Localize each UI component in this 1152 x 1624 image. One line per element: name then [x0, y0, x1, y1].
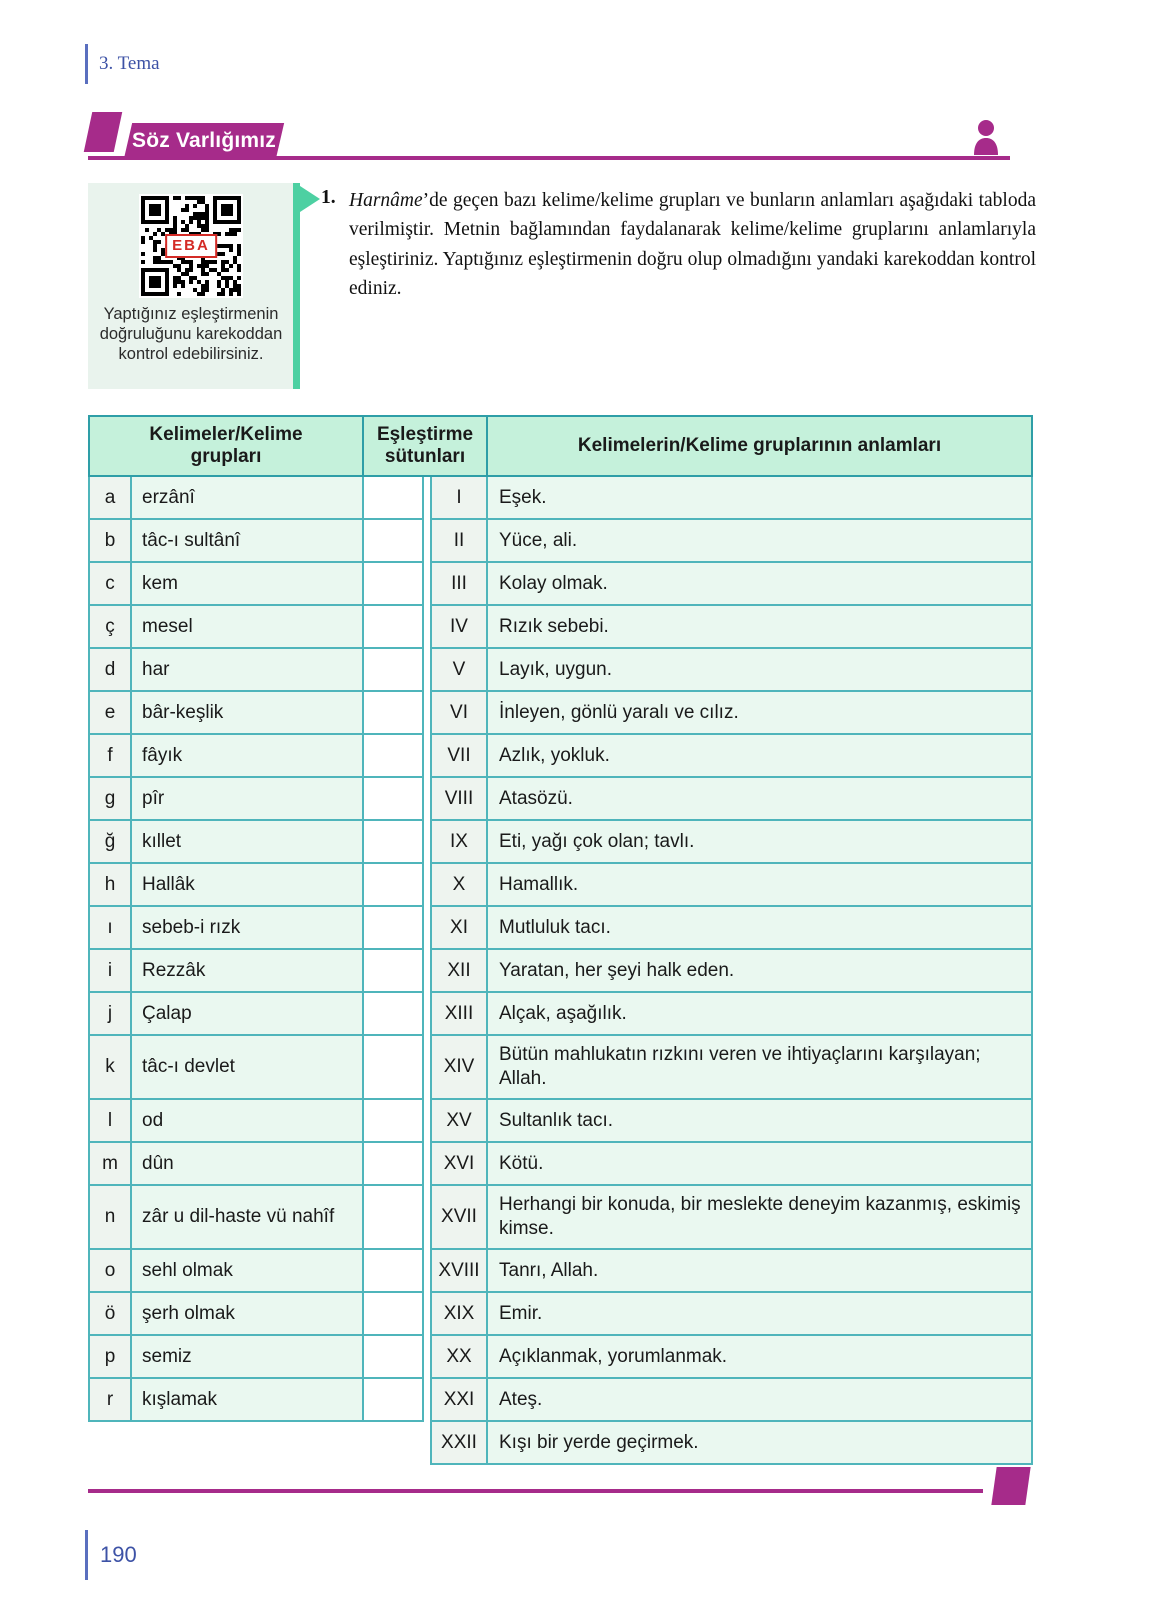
banner-rule	[88, 156, 1010, 160]
qr-panel	[88, 183, 294, 389]
row-letter: n	[88, 1186, 132, 1250]
row-letter: ç	[88, 606, 132, 649]
banner-title: Söz Varlığımız	[131, 129, 276, 152]
row-numeral: II	[430, 520, 488, 563]
match-answer-cell[interactable]	[364, 907, 424, 950]
row-letter: ğ	[88, 821, 132, 864]
row-word: Çalap	[132, 993, 364, 1036]
theme-label: 3. Tema	[99, 53, 160, 74]
row-meaning: Ateş.	[488, 1379, 1033, 1422]
bottom-corner-block	[991, 1467, 1030, 1505]
match-answer-cell[interactable]	[364, 606, 424, 649]
row-letter: b	[88, 520, 132, 563]
row-meaning: Yaratan, her şeyi halk eden.	[488, 950, 1033, 993]
row-meaning: Eti, yağı çok olan; tavlı.	[488, 821, 1033, 864]
row-meaning: Bütün mahlukatın rızkını veren ve ihtiyaçlarını karşılayan; Allah.	[488, 1036, 1033, 1100]
row-letter: r	[88, 1379, 132, 1422]
match-answer-cell[interactable]	[364, 864, 424, 907]
row-word: tâc-ı sultânî	[132, 520, 364, 563]
row-letter: ö	[88, 1293, 132, 1336]
row-numeral: XI	[430, 907, 488, 950]
row-meaning: Eşek.	[488, 477, 1033, 520]
row-word: har	[132, 649, 364, 692]
row-numeral: X	[430, 864, 488, 907]
match-answer-cell[interactable]	[364, 1293, 424, 1336]
row-word: bâr-keşlik	[132, 692, 364, 735]
exercise-number: 1.	[321, 187, 336, 208]
row-letter: g	[88, 778, 132, 821]
row-numeral: XIV	[430, 1036, 488, 1100]
row-meaning: Mutluluk tacı.	[488, 907, 1033, 950]
row-word: od	[132, 1100, 364, 1143]
page-number-accent-bar	[85, 1530, 88, 1580]
match-answer-cell[interactable]	[364, 1250, 424, 1293]
row-letter: o	[88, 1250, 132, 1293]
match-answer-cell[interactable]	[364, 1186, 424, 1250]
row-letter: a	[88, 477, 132, 520]
match-answer-cell[interactable]	[364, 520, 424, 563]
banner-corner-block	[84, 112, 123, 152]
match-answer-cell[interactable]	[364, 993, 424, 1036]
row-numeral: VII	[430, 735, 488, 778]
row-word: sebeb-i rızk	[132, 907, 364, 950]
row-letter: h	[88, 864, 132, 907]
match-answer-cell[interactable]	[364, 1036, 424, 1100]
match-answer-cell[interactable]	[364, 950, 424, 993]
row-word: tâc-ı devlet	[132, 1036, 364, 1100]
exercise-accent-bar	[293, 183, 300, 389]
row-numeral: V	[430, 649, 488, 692]
match-answer-cell[interactable]	[364, 692, 424, 735]
exercise-instruction	[349, 186, 1036, 303]
row-letter: f	[88, 735, 132, 778]
page-number: 190	[100, 1542, 137, 1567]
row-word: Hallâk	[132, 864, 364, 907]
row-word: kışlamak	[132, 1379, 364, 1422]
match-answer-cell[interactable]	[364, 821, 424, 864]
row-letter: i	[88, 950, 132, 993]
row-word: kıllet	[132, 821, 364, 864]
match-answer-cell[interactable]	[364, 1100, 424, 1143]
row-letter: m	[88, 1143, 132, 1186]
match-answer-cell[interactable]	[364, 1336, 424, 1379]
work-title: Harnâme	[349, 190, 423, 211]
row-letter: c	[88, 563, 132, 606]
row-numeral: XX	[430, 1336, 488, 1379]
person-icon	[970, 119, 1002, 155]
row-word: zâr u dil-haste vü nahîf	[132, 1186, 364, 1250]
row-meaning: Herhangi bir konuda, bir meslekte deneyim kazanmış, eskimiş kimse.	[488, 1186, 1033, 1250]
row-word: şerh olmak	[132, 1293, 364, 1336]
match-answer-cell[interactable]	[364, 778, 424, 821]
bottom-rule	[88, 1489, 983, 1493]
qr-code	[139, 194, 243, 298]
eba-logo: EBA	[165, 234, 217, 258]
row-word: dûn	[132, 1143, 364, 1186]
page-number-block	[85, 1530, 137, 1580]
row-numeral: XXI	[430, 1379, 488, 1422]
instruction-text: ’de geçen bazı kelime/kelime grupları ve bunların anlamları aşağıdaki tabloda verilmiştir. Metnin bağlamından faydalanarak kelime/kelime gruplarını anlamlarıyla eşleştiriniz. Yaptığınız eşleştirmenin doğru olup olmadığını yandaki karekoddan kontrol ediniz.	[349, 190, 1036, 299]
row-letter: ı	[88, 907, 132, 950]
row-word: sehl olmak	[132, 1250, 364, 1293]
row-numeral: XVIII	[430, 1250, 488, 1293]
row-numeral: XVI	[430, 1143, 488, 1186]
row-meaning: Kolay olmak.	[488, 563, 1033, 606]
match-answer-cell[interactable]	[364, 649, 424, 692]
soz-varligimiz-banner	[124, 123, 284, 159]
row-meaning: Hamallık.	[488, 864, 1033, 907]
row-meaning: Atasözü.	[488, 778, 1033, 821]
row-letter: d	[88, 649, 132, 692]
row-letter: k	[88, 1036, 132, 1100]
row-meaning: Alçak, aşağılık.	[488, 993, 1033, 1036]
row-meaning: Emir.	[488, 1293, 1033, 1336]
theme-accent-bar	[85, 44, 88, 84]
row-numeral: I	[430, 477, 488, 520]
row-meaning: Rızık sebebi.	[488, 606, 1033, 649]
row-word: erzânî	[132, 477, 364, 520]
row-numeral: XXII	[430, 1422, 488, 1465]
match-answer-cell[interactable]	[364, 1143, 424, 1186]
row-numeral: VIII	[430, 778, 488, 821]
row-word: kem	[132, 563, 364, 606]
row-meaning: Açıklanmak, yorumlanmak.	[488, 1336, 1033, 1379]
row-meaning: Tanrı, Allah.	[488, 1250, 1033, 1293]
header-matching-column: Eşleştirme sütunları	[364, 415, 488, 477]
row-meaning: Kışı bir yerde geçirmek.	[488, 1422, 1033, 1465]
row-word: fâyık	[132, 735, 364, 778]
row-numeral: VI	[430, 692, 488, 735]
row-meaning: İnleyen, gönlü yaralı ve cılız.	[488, 692, 1033, 735]
row-meaning: Kötü.	[488, 1143, 1033, 1186]
match-answer-cell[interactable]	[364, 1379, 424, 1422]
empty-cell	[132, 1422, 364, 1465]
row-numeral: III	[430, 563, 488, 606]
theme-header	[85, 44, 160, 84]
empty-cell	[364, 1422, 424, 1465]
row-numeral: XIX	[430, 1293, 488, 1336]
vocab-matching-table	[88, 415, 1033, 1465]
row-numeral: XV	[430, 1100, 488, 1143]
row-word: pîr	[132, 778, 364, 821]
row-word: mesel	[132, 606, 364, 649]
row-numeral: XVII	[430, 1186, 488, 1250]
match-answer-cell[interactable]	[364, 563, 424, 606]
row-numeral: XIII	[430, 993, 488, 1036]
row-letter: j	[88, 993, 132, 1036]
match-answer-cell[interactable]	[364, 735, 424, 778]
row-word: semiz	[132, 1336, 364, 1379]
row-meaning: Azlık, yokluk.	[488, 735, 1033, 778]
exercise-arrow-icon	[300, 186, 320, 212]
row-numeral: IV	[430, 606, 488, 649]
row-numeral: IX	[430, 821, 488, 864]
row-letter: e	[88, 692, 132, 735]
header-words-column: Kelimeler/Kelime grupları	[88, 415, 364, 477]
match-answer-cell[interactable]	[364, 477, 424, 520]
row-word: Rezzâk	[132, 950, 364, 993]
empty-cell	[88, 1422, 132, 1465]
row-letter: p	[88, 1336, 132, 1379]
row-meaning: Layık, uygun.	[488, 649, 1033, 692]
row-numeral: XII	[430, 950, 488, 993]
header-meanings-column: Kelimelerin/Kelime gruplarının anlamları	[488, 415, 1033, 477]
qr-caption: Yaptığınız eşleştirmenin doğruluğunu karekoddan kontrol edebilirsiniz.	[99, 305, 283, 364]
row-meaning: Yüce, ali.	[488, 520, 1033, 563]
row-meaning: Sultanlık tacı.	[488, 1100, 1033, 1143]
row-letter: l	[88, 1100, 132, 1143]
